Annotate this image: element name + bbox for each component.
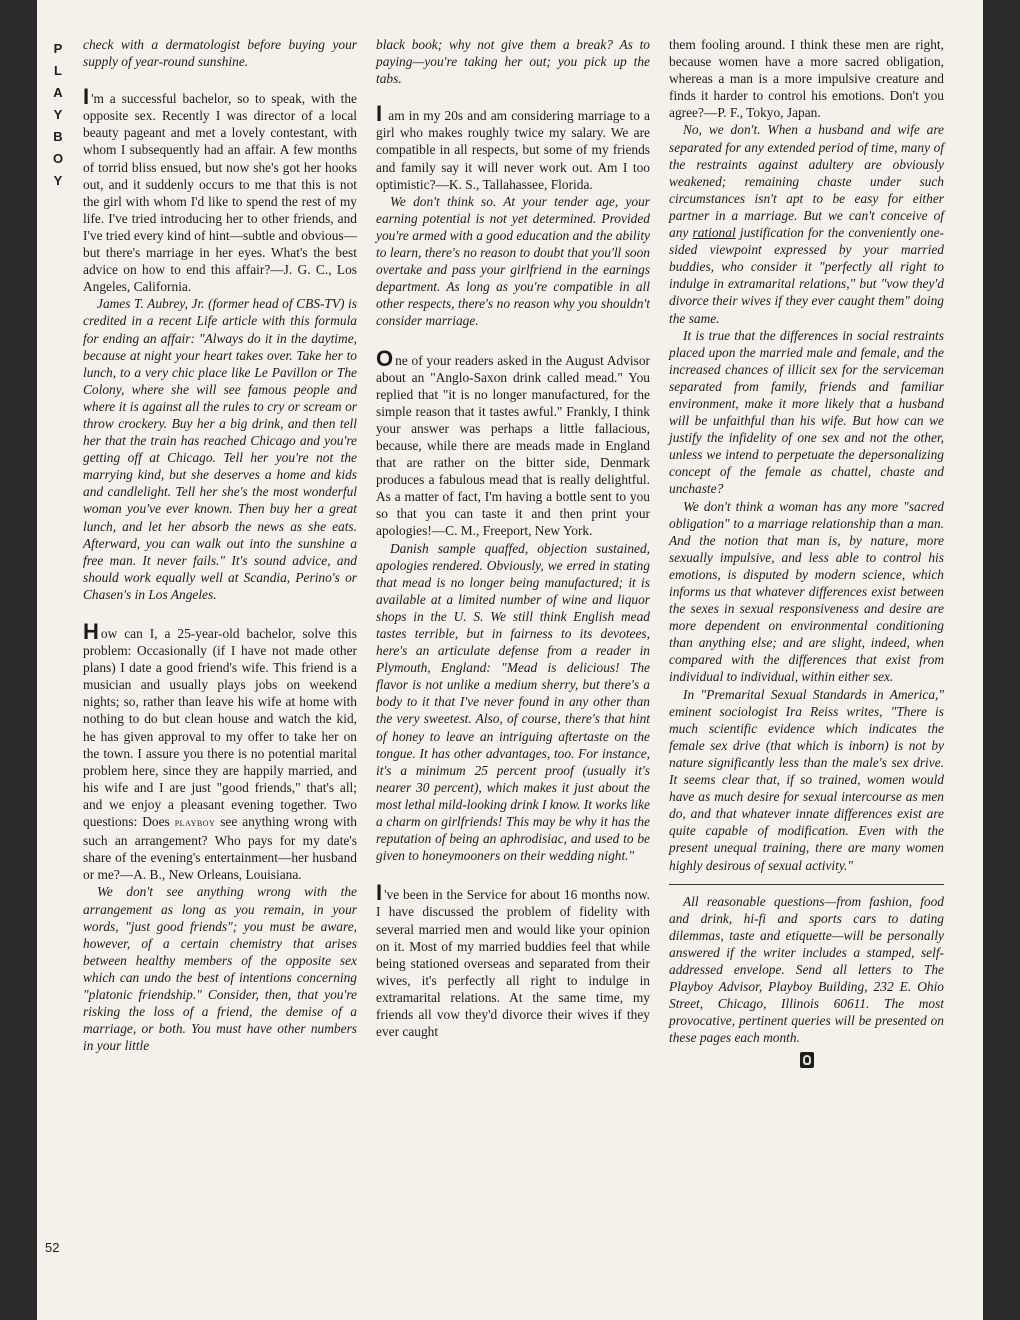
answer-fidelity-p1 [669,121,944,326]
question-text: 'm a successful bachelor, so to speak, with the opposite sex. Recently I was director of a local beauty pageant and met a lovely contestant, with whom I subsequently had an affair. A few months of torrid bliss ensued, but now she's got her hooks out, and it suddenly occurs to me that this is not the girl with whom I'd like to spend the rest of my life. I've tried introducing her to other friends, and I've tried every kind of hint—subtle and obvious—but there's marriage in her eyes. What's the best advice on how to end this affair?—J. G. C., Los Angeles, California. [83,91,357,295]
masthead-letter: B [53,129,63,144]
page-number: 52 [45,1240,60,1255]
question-text: ow can I, a 25-year-old bachelor, solve this problem: Occasionally (if I have not made other plans) I date a good friend's wife. This friend is a musician and usually plays jobs on weekend nights; so, rather than leave his wife at home with nothing to do but clean house and watch the kid, he has given approval to my offer to take her on the town. I assure you there is no potential marital problem here, since they are happily married, and his wife and I are just "good friends," that's all; and we enjoy a pleasant evening together. Two questions: Does [83,626,357,830]
drop-initial: I [376,101,383,127]
answer-continuation: check with a dermatologist before buying your supply of year-round sunshine. [83,37,357,70]
underlined-word: rational [692,225,736,241]
column-1 [83,36,357,1054]
question-marriage-salary [376,101,650,192]
masthead-letter: Y [53,173,63,188]
question-text: am in my 20s and am considering marriage to a girl who makes roughly twice my salary. We are compatible in all respects, but some of my friends and family say it will never work out. Am I too optimistic?—K. S., Tallahassee, Florida. [376,108,650,192]
drop-initial: I [83,84,90,110]
answer-fidelity-p4: In "Premarital Sexual Standards in America," eminent sociologist Ira Reiss writes, "There is much scientific evidence which indicates the female sex drive (that which is inborn) is not by nature significantly less than the male's sex drive. It seems clear that, if so trained, women would have as much desire for sexual intercourse as men do, and that whatever innate differences exist are quite capable of modification. Even with the present unequal training, there are many women highly desirous of sexual activity." [669,686,944,873]
masthead-letter: P [53,41,63,56]
question-friends-wife [83,619,358,883]
masthead-letter: A [53,85,63,100]
masthead-letter: O [52,151,64,166]
answer-fidelity-p3: We don't think a woman has any more "sacred obligation" to a marriage relationship than a man. And the notion that man is, by nature, more sexually impulsive, and less able to control his emotions, is disputed by modern science, which informs us that whatever differences exist between the sexes in sexual responsiveness and desire are more dependent on environmental conditioning than anything else; and are slight, indeed, when compared with the differences that exist from individual to individual, within either sex. [669,498,944,685]
answer-mead: Danish sample quaffed, objection sustained, apologies rendered. Obviously, we erred in stating that mead is no longer being manufactured; it is available at a limited number of wine and liquor shops in the U. S. We still think English mead tastes terrible, but in fairness to its devotees, here's an articulate defense from a reader in Plymouth, England: "Mead is delicious! The flavor is not unlike a medium sherry, but there's a body to it that I've never found in any other than the very sweetest. Also, of course, there's that hint of honey to leave an intriguing aftertaste on the tongue. It has other advantages, too. For instance, it's a minimum 25 percent proof (usually it's nearer 30 percent), which makes it just about the most lethal mild-looking drink I know. It works like a charm on girlfriends! This may be why it has the reputation of being an aphrodisiac, and used to be given to honeymooners on their wedding night." [376,540,650,864]
masthead-letter: L [54,63,62,78]
question-text: see anything wrong with such an arrangement? Who pays for my date's share of the evening's entertainment—her husband or me?—A. B., New Orleans, Louisiana. [83,814,358,883]
masthead-letter: Y [53,107,63,122]
answer-marriage-salary: We don't think so. At your tender age, your earning potential is not yet determined. Provided you're armed with a good education and the ability to learn, there's no reason to doubt that you'll soon overtake and pass your girlfriend in the earnings department. As long as you're compatible in all other respects, there's no reason why you shouldn't consider marriage. [376,193,650,329]
question-mead [376,345,650,540]
column-2 [376,36,650,1040]
drop-initial: I [376,880,383,906]
answer-continuation: black book; why not give them a break? As to paying—you're taking her out; you pick up the tabs. [376,37,650,87]
answer-text: justification for the conveniently one-sided viewpoint expressed by your married buddies, who consider it "perfectly all right to indulge in extramarital relations," but "vow they'd divorce their wives if they ever caught them" doing the same. [669,225,944,326]
column-3 [669,36,944,1068]
magazine-page [37,0,983,1320]
rabbit-head-logo-icon [800,1052,814,1068]
question-fidelity [376,880,650,1040]
answer-friends-wife: We don't see anything wrong with the arrangement as long as you remain, in your words, "just good friends"; you must be aware, however, of a certain chemistry that arises between healthy members of the opposite sex which can undo the best of intentions concerning "platonic friendship." Consider, then, that you're risking the loss of a friend, the demise of a marriage, or both. You must have other numbers in your little [83,884,357,1054]
answer-fidelity-p2: It is true that the differences in social restraints placed upon the married male and female, and the increased chances of illicit sex for the serviceman separated from family, friends and familiar environment, make it more likely that a husband will be unfaithful than his wife. But how can we justify the infidelity of one sex and not the other, unless we intend to perpetuate the depersonalizing concept of the female as chattel, chaste and unchaste? [669,327,944,497]
playboy-smallcaps: playboy [174,817,216,830]
question-text: 've been in the Service for about 16 months now. I have discussed the problem of fidelity with several married men and would like your opinion on it. Most of my married buddies feel that while being stationed overseas and separated from their wives, it's perfectly all right to indulge in extramarital relations. At the same time, my friends all vow they'd divorce their wives if they ever caught [376,887,650,1040]
answer-text: No, we don't. When a husband and wife are separated for any extended period of time, many of the restraints against adultery are obviously weakened; remaining chaste under such circumstances isn't apt to be easy for either partner in a marriage. But we can't conceive of any [669,122,944,241]
question-bachelor-affair [83,84,357,295]
advisor-submission-note: All reasonable questions—from fashion, food and drink, hi-fi and sports cars to dating dilemmas, taste and etiquette—will be personally answered if the writer includes a stamped, self-addressed envelope. Send all letters to The Playboy Advisor, Playboy Building, 232 E. Ohio Street, Chicago, Illinois 60611. The most provocative, pertinent queries will be presented on these pages each month. [669,893,944,1046]
drop-initial: O [376,345,394,371]
question-continuation: them fooling around. I think these men are right, because women have a more sacred obligation, whereas a man is a more impulsive creature and finds it harder to control his emotions. Don't you agree?—P. F., Tokyo, Japan. [669,37,944,121]
question-text: ne of your readers asked in the August Advisor about an "Anglo-Saxon drink called mead." You replied that "it is no longer manufactured, for the simple reason that it tastes awful." Frankly, I think your answer was perhaps a little fallacious, because, while there are meads made in England that are rather on the bitter side, Denmark produces a fabulous mead that is really delightful. As a matter of fact, I'm having a bottle sent to you so that you can taste it and then print your apologies!—C. M., Freeport, New York. [376,352,650,539]
divider-rule [669,884,944,885]
playboy-vertical-masthead [51,38,65,192]
answer-bachelor-affair: James T. Aubrey, Jr. (former head of CBS-TV) is credited in a recent Life article with this formula for ending an affair: "Always do it in the daytime, because at night your heart takes over. Take her to lunch, to a very chic place like Le Pavillon or The Colony, where she will see famous people and where it is against all the rules to cry or scream or throw crockery. Buy her a big drink, and then tell her that the train has reached Chicago and you're getting off at Chicago. Tell her you're not the marrying kind, but she deserves a home and kids and candlelight. Tell her she's the most wonderful woman you've ever known. Then buy her a great lunch, and let her absorb the news as she eats. Afterward, you can walk out into the sunshine a free man. It never fails." It's sound advice, and should work equally well at Scandia, Perino's or Chasen's in Los Angeles. [83,296,357,602]
drop-initial: H [83,619,99,644]
